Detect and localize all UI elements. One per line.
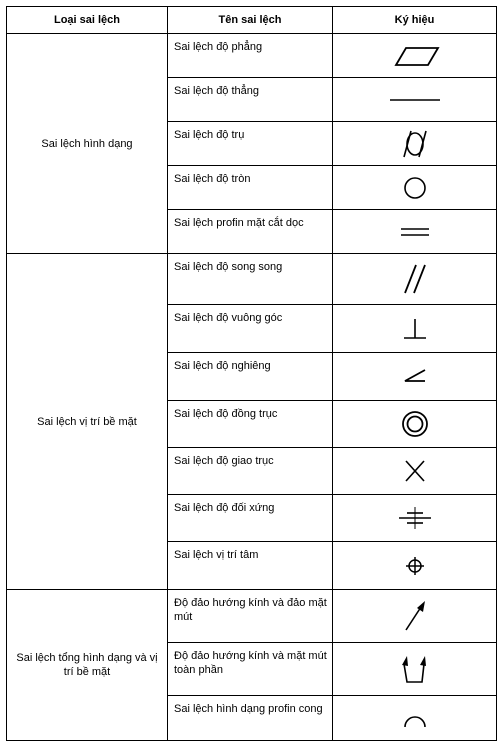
row-name: Sai lệch hình dạng profin cong: [168, 696, 333, 741]
row-name: Sai lệch độ nghiêng: [168, 353, 333, 401]
row-name: Sai lệch độ đối xứng: [168, 495, 333, 542]
group-form-label: Sai lệch hình dạng: [7, 34, 168, 254]
row-name: Sai lệch vị trí tâm: [168, 542, 333, 590]
cylindricity-icon: [333, 122, 497, 166]
header-row: [7, 7, 497, 34]
symmetry-icon: [333, 495, 497, 542]
circularity-icon: [333, 166, 497, 210]
group-total-label: Sai lệch tổng hình dạng và vị trí bề mặt: [7, 590, 168, 741]
row-name: Sai lệch độ trụ: [168, 122, 333, 166]
table-row: [7, 590, 497, 643]
row-name: Sai lệch độ thẳng: [168, 78, 333, 122]
concentricity-icon: [333, 401, 497, 448]
profile-of-line-icon: [333, 696, 497, 741]
table-row: [7, 34, 497, 78]
row-name: Độ đảo hướng kính và mặt mút toàn phần: [168, 643, 333, 696]
longitudinal-profile-icon: [333, 210, 497, 254]
position-icon: [333, 542, 497, 590]
row-name: Sai lệch profin mặt cắt dọc: [168, 210, 333, 254]
header-type: Loại sai lệch: [7, 7, 168, 34]
perpendicularity-icon: [333, 305, 497, 353]
parallelism-icon: [333, 254, 497, 305]
row-name: Sai lệch độ song song: [168, 254, 333, 305]
row-name: Sai lệch độ tròn: [168, 166, 333, 210]
tolerance-table: [6, 6, 497, 741]
group-position-label: Sai lệch vị trí bề mặt: [7, 254, 168, 590]
row-name: Sai lệch độ phẳng: [168, 34, 333, 78]
straightness-icon: [333, 78, 497, 122]
circular-runout-icon: [333, 590, 497, 643]
row-name: Sai lệch độ giao trục: [168, 448, 333, 495]
row-name: Độ đảo hướng kính và đảo mặt mút: [168, 590, 333, 643]
row-name: Sai lệch độ đồng trục: [168, 401, 333, 448]
total-runout-icon: [333, 643, 497, 696]
flatness-icon: [333, 34, 497, 78]
row-name: Sai lệch độ vuông góc: [168, 305, 333, 353]
angularity-icon: [333, 353, 497, 401]
axis-intersection-icon: [333, 448, 497, 495]
header-symbol: Ký hiệu: [333, 7, 497, 34]
table-row: [7, 254, 497, 305]
header-name: Tên sai lệch: [168, 7, 333, 34]
